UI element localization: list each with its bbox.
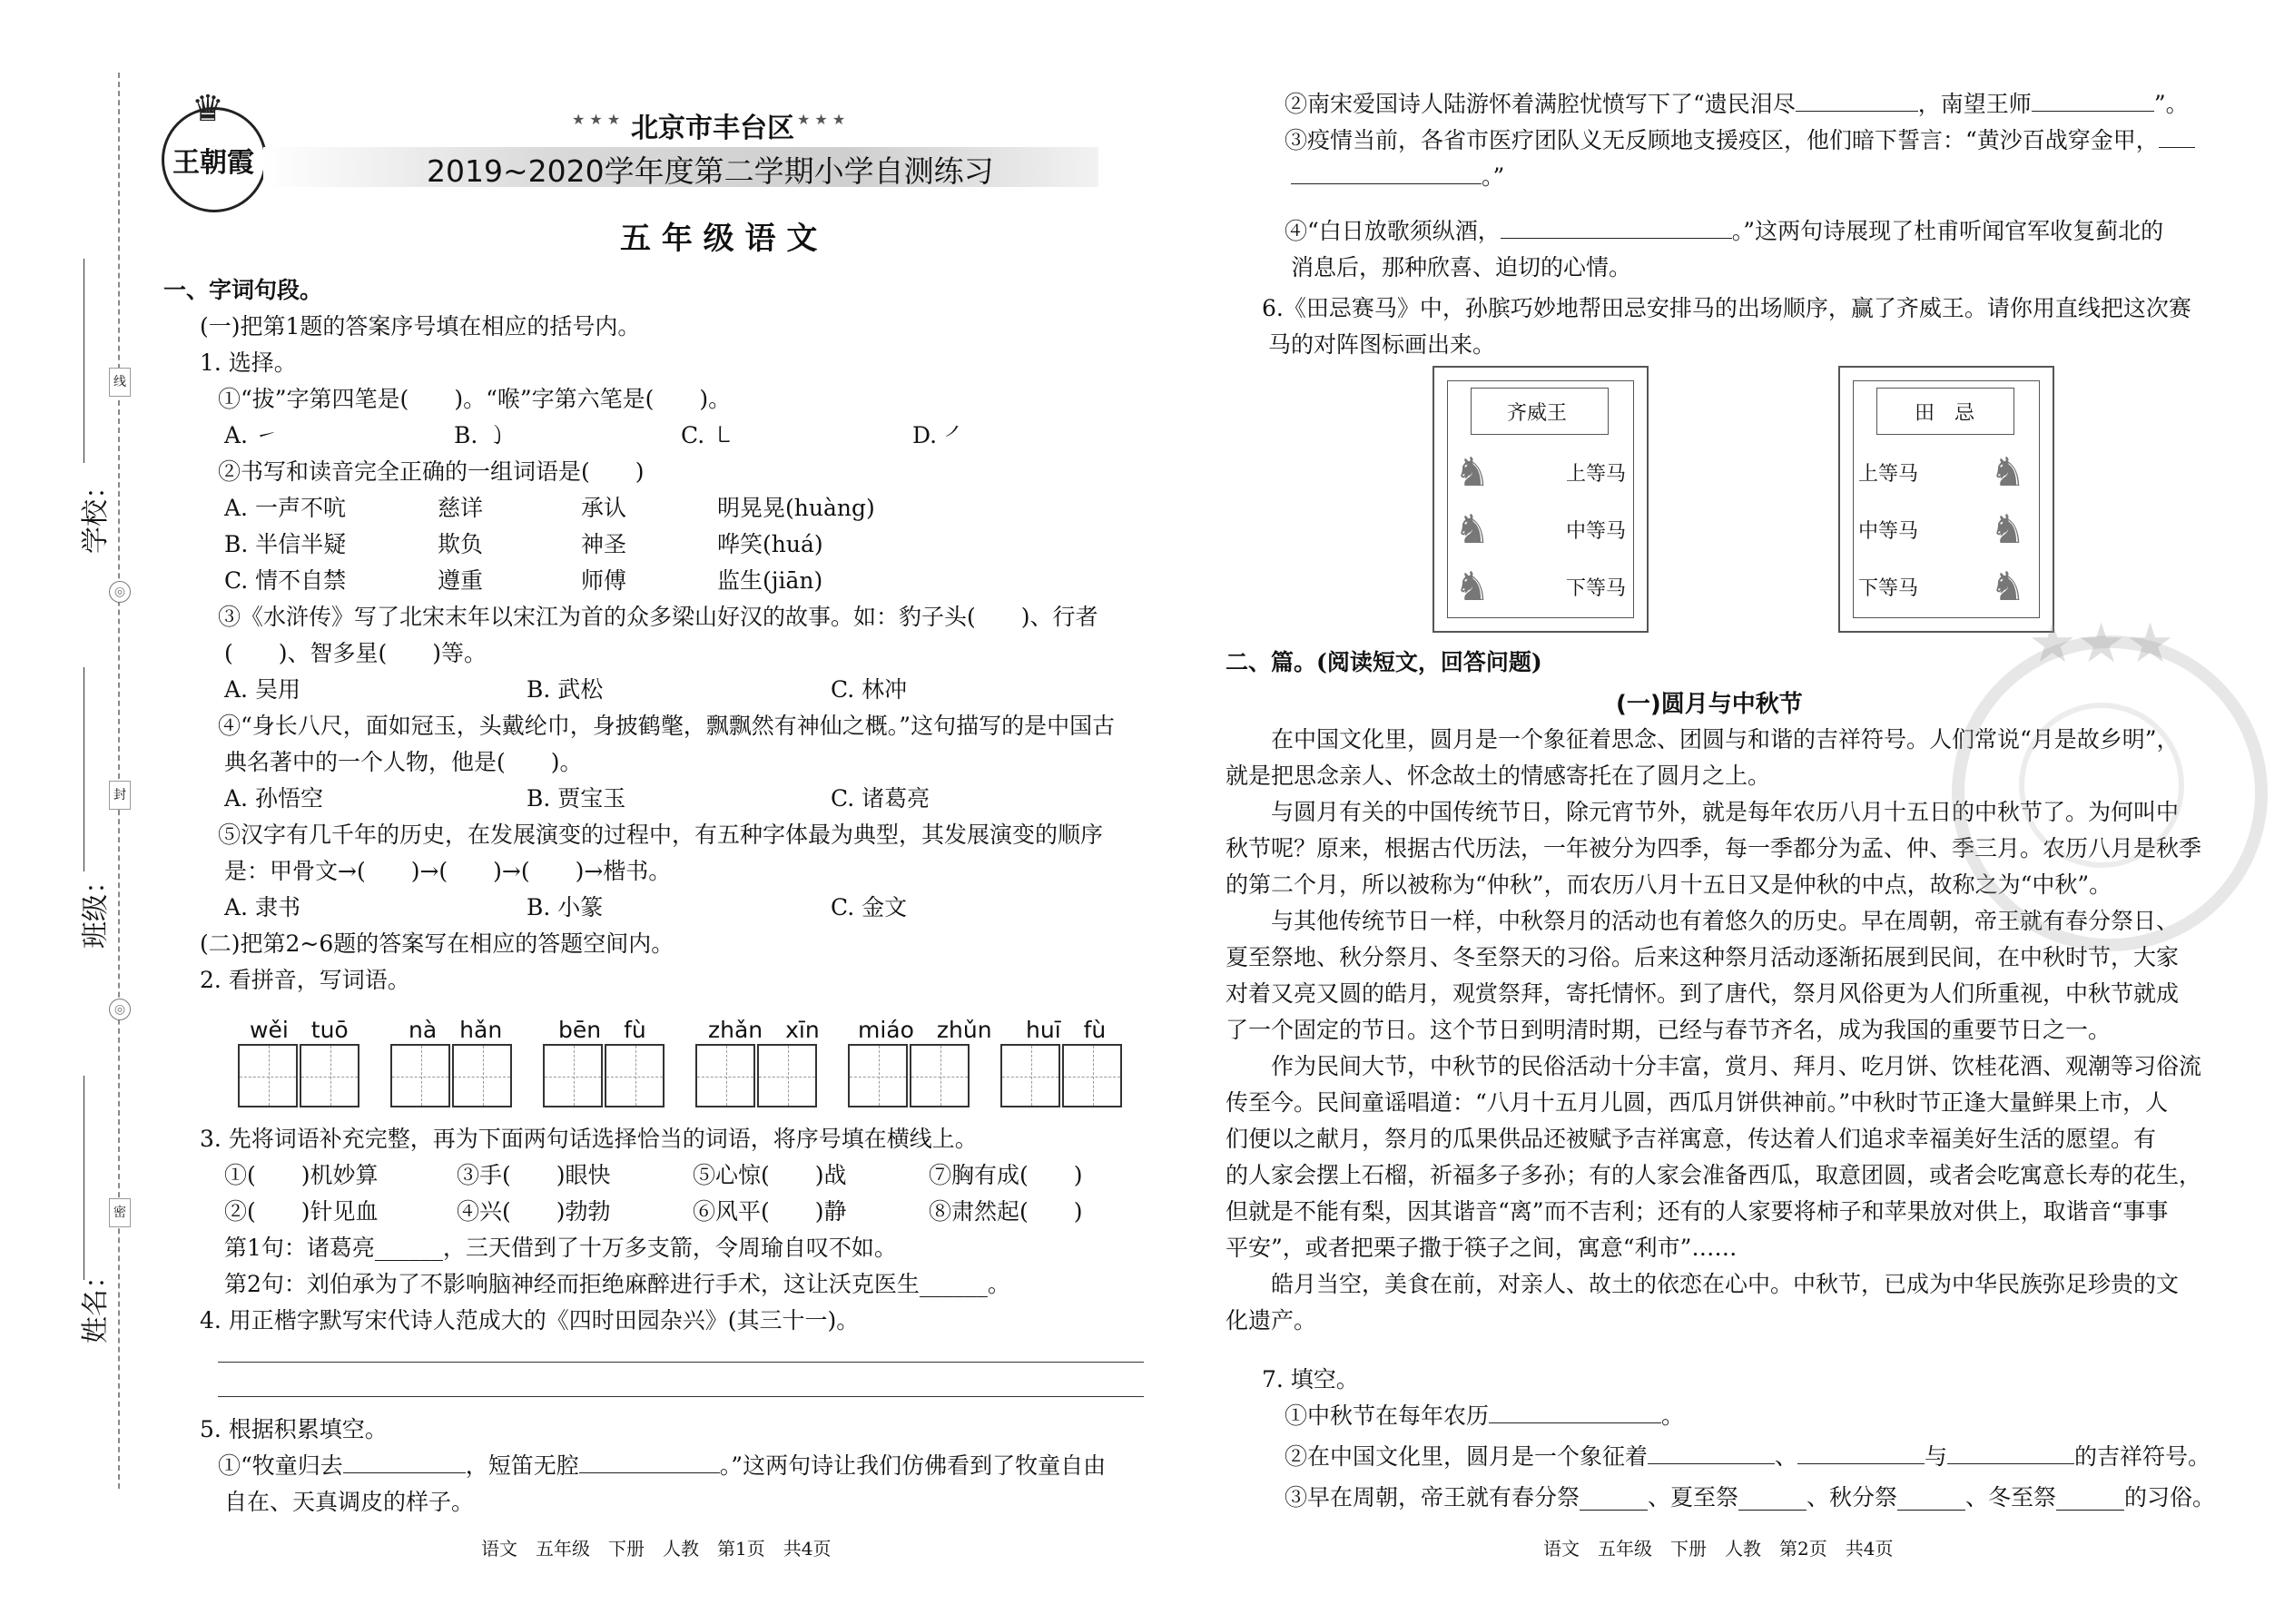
writing-cell[interactable] bbox=[238, 1044, 298, 1107]
article-line: 夏至祭地、秋分祭月、冬至祭天的习俗。后来这种祭月活动逐渐拓展到民间，在中秋时节，大家 bbox=[1226, 944, 2180, 970]
subject-title: 五 年 级 语 文 bbox=[620, 221, 818, 257]
school-label: 学校： bbox=[80, 472, 112, 554]
question-5: 5. 根据积累填空。 bbox=[200, 1416, 388, 1442]
answer-line[interactable] bbox=[218, 1362, 1144, 1363]
pinyin-label: wěi tuō bbox=[250, 1017, 349, 1043]
horse-icon[interactable]: ♞ bbox=[1990, 449, 2026, 496]
binding-hole-icon: ◎ bbox=[109, 999, 131, 1020]
horse-icon[interactable]: ♞ bbox=[1454, 564, 1491, 610]
question-7-3: ③早在周朝，帝王就有春分祭______、夏至祭______、秋分祭______、冬至祭______的习俗。 bbox=[1285, 1484, 2216, 1511]
word: 遵重 bbox=[438, 567, 484, 594]
writing-grid[interactable] bbox=[1000, 1044, 1126, 1107]
question-5-4-cont: 消息后，那种欣喜、迫切的心情。 bbox=[1291, 254, 1632, 281]
writing-cell[interactable] bbox=[390, 1044, 450, 1107]
fill-blank[interactable] bbox=[1501, 214, 1732, 239]
sentence-2: 第2句：刘伯承为了不影响脑神经而拒绝麻醉进行手术，这让沃克医生______。 bbox=[224, 1271, 1010, 1297]
article-line: 平安”，或者把栗子撒于筷子之间，寓意“利市”…… bbox=[1226, 1235, 1738, 1261]
option-a[interactable]: A. 隶书 bbox=[224, 894, 300, 920]
idiom-item[interactable]: ⑥风平( )静 bbox=[693, 1198, 847, 1225]
fill-blank[interactable] bbox=[579, 1449, 720, 1473]
article-line: 的人家会摆上石榴，祈福多子多孙；有的人家会准备西瓜，取意团圆，或者会吃寓意长寿的花生， bbox=[1226, 1162, 2202, 1188]
section-one-heading: 一、字词句段。 bbox=[163, 277, 323, 303]
horse-grade: 上等马 bbox=[1858, 463, 1919, 486]
question-5-1 bbox=[218, 1448, 1106, 1481]
option-b[interactable]: B. ㇁ bbox=[454, 422, 508, 448]
q7-2-part-c: 与 bbox=[1925, 1443, 1948, 1470]
idiom-item[interactable]: ②( )针见血 bbox=[224, 1198, 379, 1225]
part-two-instruction: (二)把第2~6题的答案写在相应的答题空间内。 bbox=[200, 930, 674, 957]
article-line: 们便以之献月，祭月的瓜果供品还被赋予吉祥寓意，传达着人们追求幸福美好生活的愿望。有 bbox=[1226, 1126, 2157, 1152]
word: 承认 bbox=[581, 495, 627, 521]
q7-2-part-a: ②在中国文化里，圆月是一个象征着 bbox=[1285, 1443, 1649, 1470]
question-5-3-cont bbox=[1291, 159, 1504, 192]
question-1-4: ④“身长八尺，面如冠玉，头戴纶巾，身披鹤氅，飘飘然有神仙之概。”这句描写的是中国古 bbox=[218, 713, 1116, 739]
writing-grid[interactable] bbox=[238, 1044, 363, 1107]
watermark-star-icon: ★★★ bbox=[2028, 612, 2175, 675]
option-a[interactable]: A. 吴用 bbox=[224, 676, 300, 703]
q5-2-part-b: ，南望王师 bbox=[1917, 91, 2032, 117]
q5-4-part-b: 。”这两句诗展现了杜甫听闻官军收复蓟北的 bbox=[1731, 218, 2164, 244]
crown-icon: ♛ bbox=[192, 88, 224, 130]
fill-blank[interactable] bbox=[1648, 1440, 1775, 1464]
q7-2-part-d: 的吉祥符号。 bbox=[2074, 1443, 2211, 1470]
option-c[interactable]: C. 诸葛亮 bbox=[831, 785, 930, 812]
writing-cell[interactable] bbox=[848, 1044, 908, 1107]
name-label: 姓名： bbox=[80, 1262, 112, 1343]
option-c[interactable]: C. 林冲 bbox=[831, 676, 908, 703]
binding-hole-icon: ◎ bbox=[109, 581, 131, 603]
fill-blank[interactable] bbox=[1797, 1440, 1925, 1464]
article-line: 在中国文化里，圆月是一个象征着思念、团圆与和谐的吉祥符号。人们常说“月是故乡明”， bbox=[1226, 726, 2180, 753]
question-6-cont: 马的对阵图标画出来。 bbox=[1268, 331, 1496, 358]
question-3: 3. 先将词语补充完整，再为下面两句话选择恰当的词语，将序号填在横线上。 bbox=[200, 1126, 978, 1152]
horse-icon[interactable]: ♞ bbox=[1454, 449, 1491, 496]
king-label: 齐威王 bbox=[1507, 402, 1568, 425]
question-4: 4. 用正楷字默写宋代诗人范成大的《四时田园杂兴》(其三十一)。 bbox=[200, 1307, 860, 1334]
article-line: 作为民间大节，中秋节的民俗活动十分丰富，赏月、拜月、吃月饼、饮桂花酒、观潮等习俗流 bbox=[1226, 1053, 2202, 1079]
word: 神圣 bbox=[581, 531, 627, 557]
question-5-1-cont: 自在、天真调皮的样子。 bbox=[224, 1489, 475, 1515]
region-title: 北京市丰台区 bbox=[631, 113, 794, 144]
article-title: (一)圆月与中秋节 bbox=[1616, 691, 1803, 718]
header-star-left-icon: ★ ★ ★ bbox=[572, 111, 621, 128]
question-7: 7. 填空。 bbox=[1262, 1366, 1359, 1393]
option-b[interactable]: B. 贾宝玉 bbox=[527, 785, 626, 812]
pinyin-label: bēn fù bbox=[558, 1017, 646, 1043]
exam-title: 2019~2020学年度第二学期小学自测练习 bbox=[427, 153, 994, 189]
question-6: 6.《田忌赛马》中，孙膑巧妙地帮田忌安排马的出场顺序，赢了齐威王。请你用直线把这次赛 bbox=[1262, 295, 2191, 321]
q5-1-part-b: ，短笛无腔 bbox=[465, 1452, 579, 1479]
idiom-item[interactable]: ③手( )眼快 bbox=[457, 1162, 611, 1188]
question-1-5-cont: 是：甲骨文→( )→( )→( )→楷书。 bbox=[224, 858, 672, 884]
idiom-item[interactable]: ⑦胸有成( ) bbox=[929, 1162, 1083, 1188]
writing-grid[interactable] bbox=[390, 1044, 516, 1107]
word: 师傅 bbox=[581, 567, 627, 594]
idiom-item[interactable]: ⑤心惊( )战 bbox=[693, 1162, 847, 1188]
fill-blank[interactable] bbox=[1947, 1440, 2074, 1464]
page-footer-left: 语文 五年级 下册 人教 第1页 共4页 bbox=[481, 1538, 832, 1560]
option-b[interactable]: B. 半信半疑 bbox=[224, 531, 347, 557]
article-line: 了一个固定的节日。这个节日到明清时期，已经与春节齐名，成为我国的重要节日之一。 bbox=[1226, 1017, 2112, 1043]
q7-1-part-a: ①中秋节在每年农历 bbox=[1285, 1403, 1490, 1429]
fill-blank[interactable] bbox=[1291, 160, 1482, 184]
option-b[interactable]: B. 小篆 bbox=[527, 894, 604, 920]
fill-blank[interactable] bbox=[1489, 1399, 1661, 1423]
pinyin-label: zhǎn xīn bbox=[708, 1017, 820, 1043]
question-1-4-cont: 典名著中的一个人物，他是( )。 bbox=[224, 749, 583, 775]
writing-cell[interactable] bbox=[543, 1044, 603, 1107]
article-line: 对着又亮又圆的皓月，观赏祭拜，寄托情怀。到了唐代，祭月风俗更为人们所重视，中秋节就成 bbox=[1226, 980, 2180, 1007]
fill-blank[interactable] bbox=[1796, 87, 1918, 112]
article-line: 秋节呢？原来，根据古代历法，一年被分为四季，每一季都分为孟、仲、季三月。农历八月是秋季 bbox=[1226, 835, 2202, 861]
option-a[interactable]: A. ㇀ bbox=[224, 422, 278, 448]
option-c[interactable]: C. ㇄ bbox=[681, 422, 735, 448]
q5-1-part-a: ①“牧童归去 bbox=[218, 1452, 343, 1479]
writing-cell[interactable] bbox=[757, 1044, 817, 1107]
writing-cell[interactable] bbox=[1062, 1044, 1122, 1107]
horse-icon[interactable]: ♞ bbox=[1990, 507, 2026, 553]
option-c[interactable]: C. 情不自禁 bbox=[224, 567, 347, 594]
pinyin-label: nà hǎn bbox=[409, 1017, 503, 1043]
writing-cell[interactable] bbox=[910, 1044, 970, 1107]
question-1-5: ⑤汉字有几千年的历史，在发展演变的过程中，有五种字体最为典型，其发展演变的顺序 bbox=[218, 822, 1104, 848]
writing-cell[interactable] bbox=[695, 1044, 755, 1107]
class-label: 班级： bbox=[80, 867, 112, 949]
horse-grade: 上等马 bbox=[1566, 463, 1627, 486]
question-1-1: ①“拔”字第四笔是( )。“喉”字第六笔是( )。 bbox=[218, 386, 732, 412]
word: 欺负 bbox=[438, 531, 484, 557]
logo-text: 王朝霞 bbox=[172, 147, 254, 179]
header-star-right-icon: ★ ★ ★ bbox=[797, 111, 846, 128]
writing-cell[interactable] bbox=[605, 1044, 665, 1107]
article-line: 但就是不能有梨，因其谐音“离”而不吉利；还有的人家要将柿子和苹果放对供上，取谐音“事事 bbox=[1226, 1198, 2169, 1225]
seal-line-mark: 线 bbox=[109, 368, 131, 397]
tianji-label: 田 忌 bbox=[1915, 402, 1975, 425]
fill-blank[interactable] bbox=[2032, 87, 2154, 112]
word: 慈详 bbox=[438, 495, 484, 521]
q7-1-part-b: 。 bbox=[1661, 1403, 1685, 1429]
question-2: 2. 看拼音，写词语。 bbox=[200, 967, 410, 993]
q5-3-part-b: 。” bbox=[1482, 163, 1505, 190]
q5-2-part-c: ”。 bbox=[2153, 91, 2189, 117]
idiom-item[interactable]: ⑧肃然起( ) bbox=[929, 1198, 1083, 1225]
question-5-2 bbox=[1285, 86, 2189, 119]
question-1: 1. 选择。 bbox=[200, 349, 297, 376]
writing-cell[interactable] bbox=[452, 1044, 512, 1107]
option-c[interactable]: C. 金文 bbox=[831, 894, 908, 920]
king-horse-card bbox=[1433, 366, 1649, 633]
pinyin-label: miáo zhǔn bbox=[858, 1017, 992, 1043]
watermark-seal bbox=[1952, 612, 2268, 951]
writing-grid[interactable] bbox=[848, 1044, 973, 1107]
writing-grid[interactable] bbox=[543, 1044, 668, 1107]
writing-cell[interactable] bbox=[1000, 1044, 1060, 1107]
answer-line[interactable] bbox=[218, 1396, 1144, 1397]
idiom-item[interactable]: ①( )机妙算 bbox=[224, 1162, 379, 1188]
q5-4-part-a: ④“白日放歌须纵酒， bbox=[1285, 218, 1501, 244]
writing-cell[interactable] bbox=[300, 1044, 359, 1107]
fill-blank[interactable] bbox=[343, 1449, 466, 1473]
article-line: 传至今。民间童谣唱道：“八月十五月儿圆，西瓜月饼供神前。”中秋时节正逢大量鲜果上市，人 bbox=[1226, 1089, 2169, 1116]
option-a[interactable]: A. 一声不吭 bbox=[224, 495, 346, 521]
question-5-3 bbox=[1285, 123, 2195, 155]
page-footer-right: 语文 五年级 下册 人教 第2页 共4页 bbox=[1543, 1538, 1894, 1560]
writing-grid[interactable] bbox=[695, 1044, 821, 1107]
question-1-3-cont: ( )、智多星( )等。 bbox=[224, 640, 487, 666]
horse-grade: 下等马 bbox=[1858, 577, 1919, 600]
idiom-item[interactable]: ④兴( )勃勃 bbox=[457, 1198, 611, 1225]
brand-logo bbox=[162, 88, 267, 212]
option-a[interactable]: A. 孙悟空 bbox=[224, 785, 323, 812]
word: 哗笑(huá) bbox=[717, 531, 823, 557]
option-b[interactable]: B. 武松 bbox=[527, 676, 604, 703]
article-line: 的第二个月，所以被称为“仲秋”，而农历八月十五日又是仲秋的中点，故称之为“中秋”。 bbox=[1226, 871, 2112, 898]
horse-grade: 下等马 bbox=[1566, 577, 1627, 600]
sentence-1: 第1句：诸葛亮______，三天借到了十万多支箭，令周瑜自叹不如。 bbox=[224, 1235, 897, 1261]
horse-icon[interactable]: ♞ bbox=[1454, 507, 1491, 553]
article-line: 化遗产。 bbox=[1226, 1307, 1317, 1334]
horse-icon[interactable]: ♞ bbox=[1990, 564, 2026, 610]
question-7-2 bbox=[1285, 1439, 2210, 1471]
horse-grade: 中等马 bbox=[1858, 520, 1919, 543]
seal-secret-mark: 密 bbox=[109, 1198, 131, 1227]
pinyin-label: huī fù bbox=[1026, 1017, 1107, 1043]
article-line: 就是把思念亲人、怀念故土的情感寄托在了圆月之上。 bbox=[1226, 763, 1771, 789]
part-one-instruction: (一)把第1题的答案序号填在相应的括号内。 bbox=[200, 313, 641, 340]
word: 明晃晃(huàng) bbox=[717, 495, 875, 521]
fill-blank[interactable] bbox=[2159, 123, 2195, 148]
question-7-1 bbox=[1285, 1398, 1684, 1431]
article-line: 皓月当空，美食在前，对亲人、故土的依恋在心中。中秋节，已成为中华民族弥足珍贵的文 bbox=[1226, 1271, 2180, 1297]
word: 监生(jiān) bbox=[717, 567, 823, 594]
article-line: 与其他传统节日一样，中秋祭月的活动也有着悠久的历史。早在周朝，帝王就有春分祭日、 bbox=[1226, 908, 2180, 934]
q7-2-part-b: 、 bbox=[1775, 1443, 1798, 1470]
q5-1-part-c: 。”这两句诗让我们仿佛看到了牧童自由 bbox=[719, 1452, 1107, 1479]
section-two-heading: 二、篇。(阅读短文，回答问题) bbox=[1226, 649, 1542, 675]
q5-2-part-a: ②南宋爱国诗人陆游怀着满腔忧愤写下了“遗民泪尽 bbox=[1285, 91, 1796, 117]
question-5-4 bbox=[1285, 213, 2163, 246]
question-1-3: ③《水浒传》写了北宋末年以宋江为首的众多梁山好汉的故事。如：豹子头( )、行者 bbox=[218, 604, 1098, 630]
article-line: 与圆月有关的中国传统节日，除元宵节外，就是每年农历八月十五日的中秋节了。为何叫中 bbox=[1226, 799, 2180, 825]
question-1-2: ②书写和读音完全正确的一组词语是( ) bbox=[218, 458, 645, 485]
option-d[interactable]: D. ㇒ bbox=[912, 422, 968, 448]
seal-seal-mark: 封 bbox=[109, 781, 131, 810]
q5-3-part-a: ③疫情当前，各省市医疗团队义无反顾地支援疫区，他们暗下誓言：“黄沙百战穿金甲， bbox=[1285, 127, 2159, 153]
horse-grade: 中等马 bbox=[1566, 520, 1627, 543]
tianji-horse-card bbox=[1838, 366, 2054, 633]
